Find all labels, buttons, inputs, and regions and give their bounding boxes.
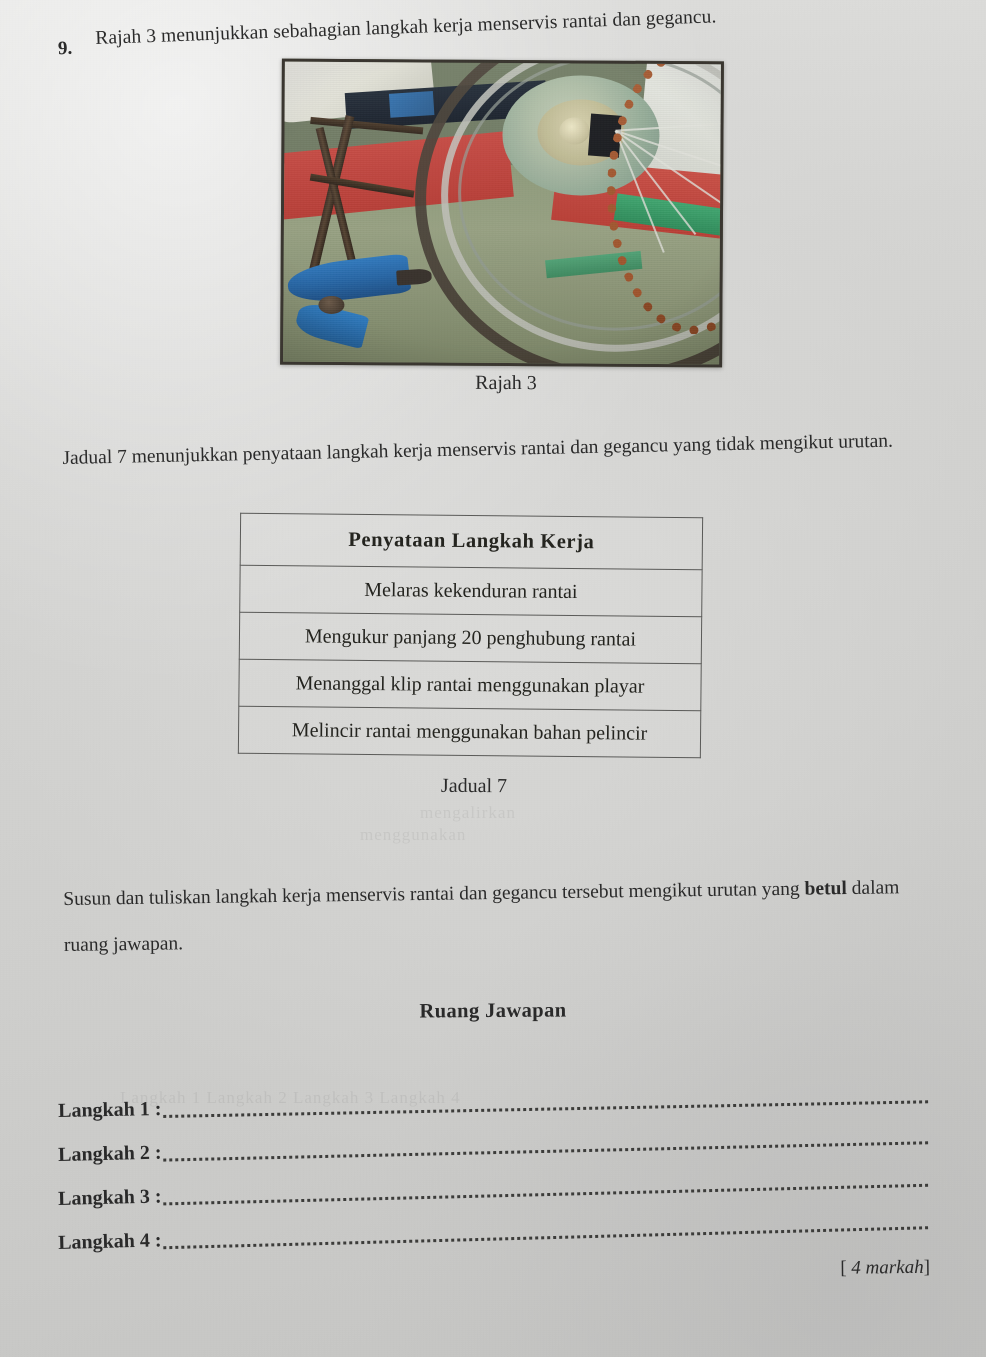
table-row <box>239 612 701 663</box>
instruction-paragraph <box>63 865 924 969</box>
table-cell-step-statement: Menanggal klip rantai menggunakan playar <box>239 659 701 710</box>
answer-label-langkah-1: Langkah 1 : <box>57 1098 162 1122</box>
bleed-line-2: mengalirkan <box>420 803 516 822</box>
work-steps-table <box>238 513 703 758</box>
question-number: 9. <box>57 37 73 60</box>
answer-label-langkah-4: Langkah 4 : <box>57 1229 162 1254</box>
table-row <box>238 706 700 757</box>
marks-bracket-open: [ <box>840 1257 852 1279</box>
instruction-part-1: Susun dan tuliskan langkah kerja menservis rantai dan gegancu tersebut mengikut urutan yang <box>63 878 805 910</box>
instruction-part-2: dalam ruang jawapan. <box>63 877 900 956</box>
figure-caption: Rajah 3 <box>475 371 537 395</box>
marks-allocation <box>700 1257 930 1281</box>
table-header-cell: Penyataan Langkah Kerja <box>240 513 702 569</box>
table-row <box>240 565 702 616</box>
table-cell-step-statement: Mengukur panjang 20 penghubung rantai <box>239 612 701 663</box>
figure-rajah-3 <box>280 59 724 368</box>
table-row <box>239 659 701 710</box>
jadual-7-wrapper <box>238 513 703 758</box>
table-cell-step-statement: Melaras kekenduran rantai <box>240 565 702 616</box>
marks-value: 4 markah <box>851 1256 924 1279</box>
marks-bracket-close: ] <box>923 1256 931 1278</box>
table-caption: Jadual 7 <box>440 774 508 798</box>
bleed-line-3: menggunakan <box>360 825 467 844</box>
answer-label-langkah-2: Langkah 2 : <box>57 1141 162 1166</box>
figure-photo-frame <box>280 59 724 368</box>
answer-writing-line-4[interactable] <box>164 1225 928 1249</box>
table-header-row <box>240 513 702 569</box>
photo-vignette <box>283 62 721 365</box>
instruction-emphasis: betul <box>804 878 847 900</box>
answer-lines-group <box>58 1083 928 1259</box>
question-stem-text: Rajah 3 menunjukkan sebahagian langkah kerja menservis rantai dan gegancu. <box>95 6 717 49</box>
table-cell-step-statement: Melincir rantai menggunakan bahan pelincir <box>238 706 700 757</box>
bleed-line-1: Langkah 1 Langkah 2 Langkah 3 Langkah 4 <box>120 1088 461 1107</box>
intro-paragraph: Jadual 7 menunjukkan penyataan langkah kerja menservis rantai dan gegancu yang tidak mengikut urutan. <box>62 430 894 469</box>
answer-label-langkah-3: Langkah 3 : <box>57 1185 162 1210</box>
answer-space-heading: Ruang Jawapan <box>419 999 567 1023</box>
